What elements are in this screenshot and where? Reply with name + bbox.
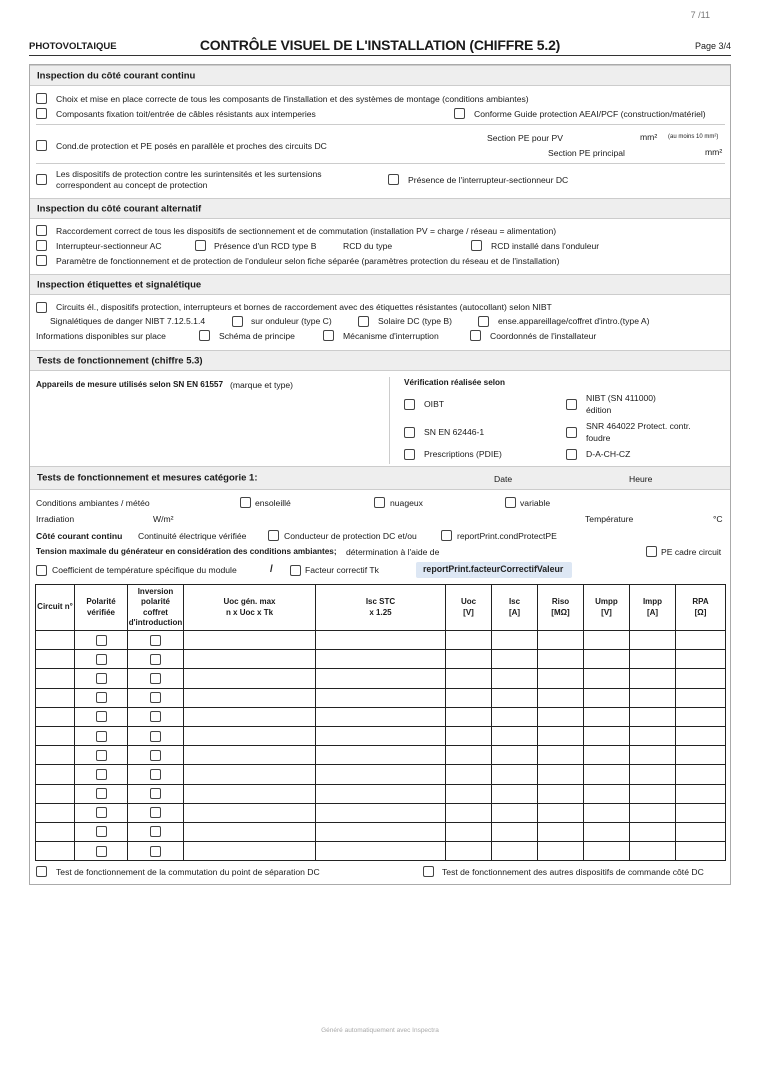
inversion-checkbox[interactable] <box>150 731 161 742</box>
table-input-cell[interactable] <box>538 746 584 765</box>
inversion-cell <box>128 822 184 841</box>
dispositifs-checkbox[interactable] <box>36 174 47 185</box>
table-input-cell[interactable] <box>316 746 446 765</box>
table-input-cell[interactable] <box>676 726 726 745</box>
signaletiques-label: Signalétiques de danger NIBT 7.12.5.1.4 <box>50 316 206 326</box>
coordonnes-label: Coordonnés de l'installateur <box>490 331 597 341</box>
table-row <box>36 746 726 765</box>
inversion-checkbox[interactable] <box>150 769 161 780</box>
polarite-checkbox[interactable] <box>96 711 107 722</box>
polarite-cell <box>75 842 128 861</box>
heure-label: Heure <box>629 474 653 484</box>
raccordement-label: Raccordement correct de tous les dispositifs de sectionnement et de commutation (installation PV = charge / réseau = alimentation) <box>56 226 557 236</box>
polarite-cell <box>75 784 128 803</box>
table-input-cell[interactable] <box>584 650 630 669</box>
polarite-checkbox[interactable] <box>96 769 107 780</box>
conforme-checkbox[interactable] <box>454 108 465 119</box>
rcd-installe-label: RCD installé dans l'onduleur <box>491 241 600 251</box>
table-input-cell[interactable] <box>316 688 446 707</box>
polarite-cell <box>75 726 128 745</box>
table-input-cell[interactable] <box>584 688 630 707</box>
test-commutation-checkbox[interactable] <box>36 866 47 877</box>
table-input-cell[interactable] <box>584 822 630 841</box>
inversion-checkbox[interactable] <box>150 788 161 799</box>
divider <box>36 124 725 125</box>
table-input-cell[interactable] <box>584 765 630 784</box>
nibt-label-line2: édition <box>586 405 612 415</box>
composants-checkbox[interactable] <box>36 108 47 119</box>
table-row <box>36 822 726 841</box>
presence-interrupteur-checkbox[interactable] <box>388 174 399 185</box>
inversion-cell <box>128 726 184 745</box>
table-header-cell: RPA [Ω] <box>676 585 726 631</box>
table-input-cell[interactable] <box>184 784 316 803</box>
table-input-cell[interactable] <box>630 707 676 726</box>
table-header-cell: Umpp [V] <box>584 585 630 631</box>
parametre-checkbox[interactable] <box>36 255 47 266</box>
rcd-du-type-label: RCD du type <box>343 241 393 251</box>
inversion-checkbox[interactable] <box>150 750 161 761</box>
table-input-cell[interactable] <box>630 650 676 669</box>
section-labels-title: Inspection étiquettes et signalétique <box>37 279 202 290</box>
table-input-cell[interactable] <box>446 650 492 669</box>
facteur-label: Facteur correctif Tk <box>305 565 379 575</box>
polarite-checkbox[interactable] <box>96 750 107 761</box>
inversion-checkbox[interactable] <box>150 635 161 646</box>
slash-separator: / <box>270 564 273 575</box>
table-input-cell[interactable] <box>492 822 538 841</box>
table-input-cell[interactable] <box>446 669 492 688</box>
date-label: Date <box>494 474 513 484</box>
inversion-cell <box>128 842 184 861</box>
table-row <box>36 765 726 784</box>
table-input-cell[interactable] <box>36 707 75 726</box>
inversion-cell <box>128 688 184 707</box>
temperature-label: Température <box>585 514 634 524</box>
table-input-cell[interactable] <box>492 669 538 688</box>
inversion-cell <box>128 631 184 650</box>
cond-label: Cond.de protection et PE posés en parallèle et proches des circuits DC <box>56 141 327 151</box>
table-input-cell[interactable] <box>538 688 584 707</box>
table-input-cell[interactable] <box>184 707 316 726</box>
section-measures-header <box>30 466 730 490</box>
ensoleille-label: ensoleillé <box>255 498 291 508</box>
table-input-cell[interactable] <box>36 669 75 688</box>
table-input-cell[interactable] <box>630 803 676 822</box>
table-input-cell[interactable] <box>316 765 446 784</box>
polarite-cell <box>75 688 128 707</box>
table-input-cell[interactable] <box>676 803 726 822</box>
polarite-checkbox[interactable] <box>96 807 107 818</box>
variable-checkbox[interactable] <box>505 497 516 508</box>
table-header-cell: Isc STC x 1.25 <box>316 585 446 631</box>
verification-label: Vérification réalisée selon <box>404 378 506 387</box>
table-input-cell[interactable] <box>538 784 584 803</box>
irradiation-label: Irradiation <box>36 514 75 524</box>
page-reference: Page 3/4 <box>694 41 731 51</box>
composants-label: Composants fixation toit/entrée de câbles résistants aux intemperies <box>56 109 316 119</box>
polarite-checkbox[interactable] <box>96 731 107 742</box>
table-header-cell: Inversion polarité coffret d'introduction <box>128 585 184 631</box>
facteur-value-field[interactable] <box>416 562 572 578</box>
page-title: CONTRÔLE VISUEL DE L'INSTALLATION (CHIFFRE 5.2) <box>199 37 561 53</box>
table-row <box>36 650 726 669</box>
nibt-checkbox[interactable] <box>566 399 577 410</box>
inversion-cell <box>128 765 184 784</box>
table-input-cell[interactable] <box>36 688 75 707</box>
continuite-label: Continuité électrique vérifiée <box>138 531 247 541</box>
table-input-cell[interactable] <box>538 631 584 650</box>
section-dc-title: Inspection du côté courant continu <box>37 70 196 81</box>
table-input-cell[interactable] <box>446 803 492 822</box>
snr-label-line1: SNR 464022 Protect. contr. <box>586 421 691 431</box>
conducteur-checkbox[interactable] <box>268 530 279 541</box>
snen-label: SN EN 62446-1 <box>424 427 485 437</box>
table-input-cell[interactable] <box>492 688 538 707</box>
dispositifs-label-line1: Les dispositifs de protection contre les surintensités et les surtensions <box>56 169 322 179</box>
test-autres-checkbox[interactable] <box>423 866 434 877</box>
table-input-cell[interactable] <box>316 707 446 726</box>
coefficient-checkbox[interactable] <box>36 565 47 576</box>
table-input-cell[interactable] <box>492 650 538 669</box>
informations-label: Informations disponibles sur place <box>36 331 166 341</box>
inversion-checkbox[interactable] <box>150 711 161 722</box>
table-input-cell[interactable] <box>676 650 726 669</box>
table-input-cell[interactable] <box>446 631 492 650</box>
raccordement-checkbox[interactable] <box>36 225 47 236</box>
polarite-checkbox[interactable] <box>96 846 107 857</box>
table-input-cell[interactable] <box>630 822 676 841</box>
table-input-cell[interactable] <box>184 631 316 650</box>
table-input-cell[interactable] <box>538 707 584 726</box>
wm2-unit: W/m² <box>153 514 174 524</box>
parametre-label: Paramètre de fonctionnement et de protection de l'onduleur selon fiche séparée (paramètres protection du réseau et de l'installation) <box>56 256 560 266</box>
table-input-cell[interactable] <box>184 726 316 745</box>
presence-rcd-label: Présence d'un RCD type B <box>214 241 317 251</box>
table-input-cell[interactable] <box>584 803 630 822</box>
solaire-dc-label: Solaire DC (type B) <box>378 316 453 326</box>
report-cond-checkbox[interactable] <box>441 530 452 541</box>
table-input-cell[interactable] <box>584 726 630 745</box>
table-input-cell[interactable] <box>36 822 75 841</box>
polarite-checkbox[interactable] <box>96 788 107 799</box>
table-input-cell[interactable] <box>630 765 676 784</box>
report-cond-label: reportPrint.condProtectPE <box>457 531 557 541</box>
table-input-cell[interactable] <box>538 669 584 688</box>
table-input-cell[interactable] <box>36 650 75 669</box>
table-input-cell[interactable] <box>676 784 726 803</box>
table-row <box>36 688 726 707</box>
table-input-cell[interactable] <box>446 842 492 861</box>
table-row <box>36 669 726 688</box>
table-input-cell[interactable] <box>630 726 676 745</box>
oibt-label: OIBT <box>424 399 445 409</box>
table-input-cell[interactable] <box>584 842 630 861</box>
conforme-label: Conforme Guide protection AEAI/PCF (construction/matériel) <box>474 109 706 119</box>
table-input-cell[interactable] <box>316 669 446 688</box>
table-header-cell: Impp [A] <box>630 585 676 631</box>
inversion-checkbox[interactable] <box>150 673 161 684</box>
inversion-checkbox[interactable] <box>150 654 161 665</box>
table-header-cell: Riso [MΩ] <box>538 585 584 631</box>
table-input-cell[interactable] <box>492 746 538 765</box>
table-input-cell[interactable] <box>36 784 75 803</box>
inversion-cell <box>128 669 184 688</box>
table-input-cell[interactable] <box>630 669 676 688</box>
snr-checkbox[interactable] <box>566 427 577 438</box>
vertical-divider <box>389 377 390 464</box>
inversion-cell <box>128 650 184 669</box>
table-input-cell[interactable] <box>630 688 676 707</box>
mm2-unit: mm² <box>705 147 723 157</box>
polarite-checkbox[interactable] <box>96 826 107 837</box>
variable-label: variable <box>520 498 551 508</box>
table-input-cell[interactable] <box>184 688 316 707</box>
table-header-cell: Uoc [V] <box>446 585 492 631</box>
table-input-cell[interactable] <box>492 784 538 803</box>
table-input-cell[interactable] <box>630 842 676 861</box>
table-input-cell[interactable] <box>184 765 316 784</box>
ense-label: ense.appareillage/coffret d'intro.(type A) <box>498 316 650 326</box>
polarite-cell <box>75 669 128 688</box>
circuits-checkbox[interactable] <box>36 302 47 313</box>
tension-label-rest: détermination à l'aide de <box>346 547 440 557</box>
rcd-installe-checkbox[interactable] <box>471 240 482 251</box>
section-ac-title: Inspection du côté courant alternatif <box>37 203 202 214</box>
table-input-cell[interactable] <box>36 726 75 745</box>
section-measures-title: Tests de fonctionnement et mesures catégorie 1: <box>37 472 258 484</box>
table-input-cell[interactable] <box>492 765 538 784</box>
dispositifs-label-line2: correspondent au concept de protection <box>56 180 208 190</box>
choix-label: Choix et mise en place correcte de tous les composants de l'installation et des systèmes de montage (conditions ambiantes) <box>56 94 529 104</box>
table-input-cell[interactable] <box>676 822 726 841</box>
polarite-cell <box>75 650 128 669</box>
table-header-cell: Uoc gén. max n x Uoc x Tk <box>184 585 316 631</box>
table-input-cell[interactable] <box>676 707 726 726</box>
polarite-cell <box>75 707 128 726</box>
table-body <box>36 631 726 861</box>
section-pe-pv-label: Section PE pour PV <box>487 133 563 143</box>
polarite-cell <box>75 746 128 765</box>
table-input-cell[interactable] <box>676 631 726 650</box>
table-header-cell: Polarité vérifiée <box>75 585 128 631</box>
table-row <box>36 631 726 650</box>
sur-onduleur-label: sur onduleur (type C) <box>251 316 332 326</box>
table-row <box>36 726 726 745</box>
mecanisme-checkbox[interactable] <box>323 330 334 341</box>
inversion-checkbox[interactable] <box>150 826 161 837</box>
table-input-cell[interactable] <box>184 842 316 861</box>
au-moins-note: (au moins 10 mm²) <box>668 134 719 140</box>
table-input-cell[interactable] <box>676 669 726 688</box>
snr-label-line2: foudre <box>586 433 611 443</box>
polarite-cell <box>75 803 128 822</box>
choix-checkbox[interactable] <box>36 93 47 104</box>
table-input-cell[interactable] <box>184 669 316 688</box>
circuits-label: Circuits él., dispositifs protection, interrupteurs et bornes de raccordement avec des étiquettes résistantes (autocollant) selon NIBT <box>56 302 552 312</box>
table-input-cell[interactable] <box>538 842 584 861</box>
table-input-cell[interactable] <box>492 803 538 822</box>
dach-label: D-A-CH-CZ <box>586 449 631 459</box>
section-dc-header <box>30 65 730 86</box>
appareils-label: Appareils de mesure utilisés selon SN EN 61557 <box>36 380 224 389</box>
section-tests-title: Tests de fonctionnement (chiffre 5.3) <box>37 355 203 366</box>
table-input-cell[interactable] <box>316 784 446 803</box>
polarite-cell <box>75 822 128 841</box>
table-input-cell[interactable] <box>36 746 75 765</box>
table-header-cell: Isc [A] <box>492 585 538 631</box>
prescriptions-label: Prescriptions (PDIE) <box>424 449 502 459</box>
table-input-cell[interactable] <box>584 784 630 803</box>
inversion-checkbox[interactable] <box>150 692 161 703</box>
dach-checkbox[interactable] <box>566 449 577 460</box>
ense-checkbox[interactable] <box>478 316 489 327</box>
table-input-cell[interactable] <box>446 746 492 765</box>
table-input-cell[interactable] <box>630 746 676 765</box>
table-input-cell[interactable] <box>676 746 726 765</box>
coefficient-label: Coefficient de température spécifique du module <box>52 565 237 575</box>
table-header-cell: Circuit n° <box>36 585 75 631</box>
table-row <box>36 842 726 861</box>
table-input-cell[interactable] <box>184 650 316 669</box>
facteur-value: reportPrint.facteurCorrectifValeur <box>423 564 564 574</box>
table-input-cell[interactable] <box>676 688 726 707</box>
footer-note: Généré automatiquement avec Inspectra <box>321 1027 439 1034</box>
mm2-unit: mm² <box>640 132 658 142</box>
page-counter: 7 /11 <box>690 10 710 20</box>
table-input-cell[interactable] <box>584 746 630 765</box>
marque-label: (marque et type) <box>230 380 294 390</box>
polarite-checkbox[interactable] <box>96 692 107 703</box>
table-input-cell[interactable] <box>538 765 584 784</box>
table-input-cell[interactable] <box>184 822 316 841</box>
header-divider <box>29 55 731 56</box>
table-input-cell[interactable] <box>676 765 726 784</box>
table-input-cell[interactable] <box>316 803 446 822</box>
table-input-cell[interactable] <box>538 726 584 745</box>
table-input-cell[interactable] <box>36 803 75 822</box>
table-input-cell[interactable] <box>184 746 316 765</box>
cote-cc-label: Côté courant continu <box>36 531 123 541</box>
table-input-cell[interactable] <box>446 726 492 745</box>
presence-interrupteur-label: Présence de l'interrupteur-sectionneur DC <box>408 175 569 185</box>
table-input-cell[interactable] <box>538 822 584 841</box>
table-input-cell[interactable] <box>36 631 75 650</box>
tension-label-bold: Tension maximale du générateur en considération des conditions ambiantes; <box>36 547 337 556</box>
table-input-cell[interactable] <box>584 631 630 650</box>
nibt-label-line1: NIBT (SN 411000) <box>586 393 656 403</box>
pe-cadre-checkbox[interactable] <box>646 546 657 557</box>
table-header-row <box>36 585 726 631</box>
table-input-cell[interactable] <box>446 688 492 707</box>
facteur-checkbox[interactable] <box>290 565 301 576</box>
inversion-cell <box>128 746 184 765</box>
inversion-cell <box>128 803 184 822</box>
inversion-checkbox[interactable] <box>150 807 161 818</box>
table-input-cell[interactable] <box>36 842 75 861</box>
sur-onduleur-checkbox[interactable] <box>232 316 243 327</box>
table-input-cell[interactable] <box>446 784 492 803</box>
table-input-cell[interactable] <box>184 803 316 822</box>
table-input-cell[interactable] <box>316 822 446 841</box>
cond-checkbox[interactable] <box>36 140 47 151</box>
table-input-cell[interactable] <box>316 650 446 669</box>
section-labels-header <box>30 274 730 295</box>
divider <box>36 163 725 164</box>
table-input-cell[interactable] <box>584 707 630 726</box>
interrupteur-ac-checkbox[interactable] <box>36 240 47 251</box>
table-row <box>36 784 726 803</box>
measurement-table <box>35 584 726 861</box>
presence-rcd-checkbox[interactable] <box>195 240 206 251</box>
nuageux-label: nuageux <box>390 498 423 508</box>
table-input-cell[interactable] <box>316 631 446 650</box>
interrupteur-ac-label: Interrupteur-sectionneur AC <box>56 241 162 251</box>
coordonnes-checkbox[interactable] <box>470 330 481 341</box>
test-autres-label: Test de fonctionnement des autres dispositifs de commande côté DC <box>442 867 704 877</box>
table-input-cell[interactable] <box>36 765 75 784</box>
mecanisme-label: Mécanisme d'interruption <box>343 331 439 341</box>
table-input-cell[interactable] <box>584 669 630 688</box>
table-input-cell[interactable] <box>492 842 538 861</box>
table-input-cell[interactable] <box>676 842 726 861</box>
table-input-cell[interactable] <box>446 707 492 726</box>
ensoleille-checkbox[interactable] <box>240 497 251 508</box>
pe-cadre-label: PE cadre circuit <box>661 547 722 557</box>
polarite-checkbox[interactable] <box>96 635 107 646</box>
section-label: PHOTOVOLTAIQUE <box>29 41 117 52</box>
table-input-cell[interactable] <box>630 631 676 650</box>
table-input-cell[interactable] <box>630 784 676 803</box>
schema-checkbox[interactable] <box>199 330 210 341</box>
test-commutation-label: Test de fonctionnement de la commutation du point de séparation DC <box>56 867 320 877</box>
degc-unit: °C <box>713 514 723 524</box>
inversion-checkbox[interactable] <box>150 846 161 857</box>
section-pe-principal-label: Section PE principal <box>548 148 625 158</box>
nuageux-checkbox[interactable] <box>374 497 385 508</box>
table-input-cell[interactable] <box>316 726 446 745</box>
table-input-cell[interactable] <box>492 631 538 650</box>
inversion-cell <box>128 784 184 803</box>
schema-label: Schéma de principe <box>219 331 295 341</box>
table-input-cell[interactable] <box>316 842 446 861</box>
solaire-dc-checkbox[interactable] <box>358 316 369 327</box>
oibt-checkbox[interactable] <box>404 399 415 410</box>
table-row <box>36 803 726 822</box>
table-input-cell[interactable] <box>538 803 584 822</box>
polarite-checkbox[interactable] <box>96 654 107 665</box>
inversion-cell <box>128 707 184 726</box>
table-input-cell[interactable] <box>538 650 584 669</box>
conducteur-label: Conducteur de protection DC et/ou <box>284 531 417 541</box>
polarite-cell <box>75 631 128 650</box>
section-ac-header <box>30 198 730 219</box>
polarite-checkbox[interactable] <box>96 673 107 684</box>
table-input-cell[interactable] <box>492 726 538 745</box>
polarite-cell <box>75 765 128 784</box>
section-tests-header <box>30 350 730 371</box>
table-input-cell[interactable] <box>446 765 492 784</box>
conditions-label: Conditions ambiantes / météo <box>36 498 150 508</box>
table-row <box>36 707 726 726</box>
table-input-cell[interactable] <box>492 707 538 726</box>
snen-checkbox[interactable] <box>404 427 415 438</box>
prescriptions-checkbox[interactable] <box>404 449 415 460</box>
table-input-cell[interactable] <box>446 822 492 841</box>
